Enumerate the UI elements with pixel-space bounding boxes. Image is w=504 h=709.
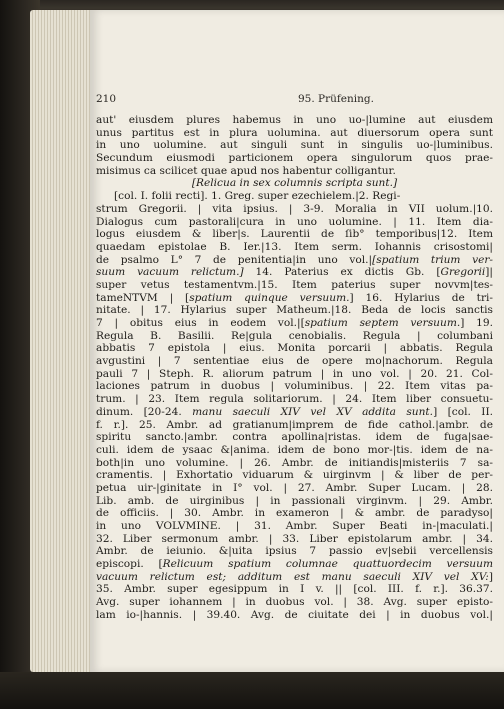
text-line	[96, 342, 493, 355]
text-segment: Avg. super iohannem | in duobus vol. | 38. Avg. super episto-	[96, 596, 493, 609]
text-line	[96, 304, 493, 317]
text-line	[96, 571, 493, 584]
text-line	[96, 380, 493, 393]
text-segment: de psalmo L° 7 de penitentia|in uno vol.|	[96, 253, 373, 266]
text-segment: culi. idem de ysaac &|anima. idem de bono mor-|tis. idem de na-	[96, 443, 493, 456]
text-segment: avgustini | 7 sententiae eius de opere mo|nachorum. Regula	[96, 355, 493, 368]
text-segment: nitate. | 17. Hylarius super Matheum.|18. Beda de locis sanctis	[96, 304, 493, 317]
text-line	[96, 545, 493, 558]
text-line	[96, 241, 493, 254]
text-line	[96, 279, 493, 292]
text-line	[96, 190, 493, 203]
text-line	[96, 152, 493, 165]
text-segment: Ambr. de ieiunio. &|uita ipsius 7 passio ev|sebii vercellensis	[96, 545, 493, 558]
italic-text-segment: Relicuum spatium columnae quattuordecim versuum	[162, 558, 493, 571]
text-segment: spiritu sancto.|ambr. contra apollina|ristas. idem de fuga|sae-	[96, 431, 493, 444]
text-segment: de officiis. | 30. Ambr. in exameron | & ambr. de paradyso|	[96, 507, 493, 520]
italic-text-segment: [Relicua in sex columnis scripta sunt.]	[191, 177, 398, 190]
text-line	[96, 507, 493, 520]
text-segment: trum. | 23. Item regula solitariorum. | 24. Item liber consuetu-	[96, 393, 493, 406]
text-segment: 14. Paterius ex dictis Gb. [	[243, 266, 441, 279]
text-line	[96, 444, 493, 457]
italic-text-segment: Gregorii	[440, 266, 486, 279]
text-line	[96, 330, 493, 343]
text-segment: Dialogus cum pastorali|cura in uno uolumine. | 11. Item dia-	[96, 215, 493, 228]
text-segment: misimus ca scilicet quae apud nos habentur colligantur.	[96, 164, 396, 177]
text-segment: logus eiusdem & liber|s. Laurentii de ſib° temporibus|12. Item	[96, 228, 493, 241]
text-segment: strum Gregorii. | vita ipsius. | 3-9. Moralia in VII uolum.|10.	[96, 202, 493, 215]
text-segment: ] 16. Hylarius de tri-	[349, 291, 493, 304]
running-head	[96, 93, 494, 109]
text-line	[96, 520, 493, 533]
text-line	[96, 317, 493, 330]
text-segment: Secundum eiusmodi particionem opera singulorum quos prae-	[96, 152, 493, 165]
text-line	[96, 368, 493, 381]
text-line	[96, 609, 493, 622]
text-line	[96, 558, 493, 571]
italic-text-segment: spatium quinque versuum.	[189, 291, 350, 304]
text-line	[96, 266, 493, 279]
text-line	[96, 114, 493, 127]
text-line	[96, 216, 493, 229]
body-text	[96, 114, 493, 622]
text-segment: aut' eiusdem plures habemus in uno uo-|lumine aut eiusdem	[96, 114, 493, 126]
text-line	[96, 127, 493, 140]
italic-text-segment: spatium septem versuum.	[304, 317, 461, 329]
text-line	[96, 203, 493, 216]
text-segment: super vetus testamentvm.|15. Item paterius super novvm|tes-	[96, 278, 493, 291]
text-segment: rem	[312, 418, 334, 431]
background-bottom	[0, 672, 504, 709]
text-segment: ]|	[485, 266, 493, 279]
text-segment: ]	[488, 570, 493, 583]
italic-text-segment: manu saeculi XIV vel XV addita sunt.	[192, 405, 434, 418]
text-segment: in uno VOLVMINE. | 31. Ambr. Super Beati in-|maculati.|	[96, 520, 493, 532]
text-segment: de fide cathol.|ambr. de	[333, 418, 493, 431]
page-edges	[30, 10, 92, 672]
text-segment: episcopi. [	[96, 558, 163, 571]
text-segment: 7 | obitus eius in eodem vol.|[	[96, 317, 305, 329]
text-line	[96, 165, 493, 178]
running-title: 95. Prüfening.	[298, 93, 374, 105]
text-line	[96, 139, 493, 152]
text-line	[96, 254, 493, 267]
text-segment: f. r.]. 25. Ambr. ad gratianum|imp	[96, 418, 313, 431]
text-segment: unus partitus est in plura uolumina. aut diuersorum opera sunt	[96, 126, 493, 139]
text-segment: petua uir-|ginitate in I° vol. | 27. Ambr. Super Lucam. | 28.	[96, 481, 493, 494]
text-segment: cramentis. | Exhortatio viduarum & uirginvm | & liber de per-	[96, 469, 493, 482]
text-line	[96, 495, 493, 508]
text-segment: 32. Liber sermonum ambr. | 33. Liber epistolarum ambr. | 34.	[96, 532, 493, 545]
text-line	[96, 393, 493, 406]
text-segment: ] 19.	[460, 317, 493, 329]
text-segment: ] [col. II.	[433, 405, 493, 418]
text-line	[96, 355, 493, 368]
text-segment: both|in uno volumine. | 26. Ambr. de initiandis|misteriis 7 sa-	[96, 456, 493, 469]
text-line	[96, 583, 493, 596]
italic-text-segment: suum vacuum relictum.]	[96, 266, 244, 279]
text-line	[96, 419, 493, 432]
italic-text-segment: vacuum relictum est; additum est manu saeculi XIV vel XV:	[96, 570, 489, 583]
italic-text-segment: [spatium trium ver-	[372, 253, 493, 266]
text-segment: laciones patrum in duobus | voluminibus. | 22. Item vitas pa-	[96, 380, 493, 393]
text-line	[96, 431, 493, 444]
text-segment: tameNTVM | [	[96, 291, 190, 304]
text-segment: quaedam epistolae B. Ier.|13. Item serm. Iohannis crisostomi|	[96, 240, 493, 253]
text-segment: in uno uolumine. aut singuli sunt in singulis uo-|luminibus.	[96, 139, 493, 152]
text-line	[96, 482, 493, 495]
page-number: 210	[96, 93, 117, 105]
text-line	[96, 292, 493, 305]
text-line	[96, 457, 493, 470]
text-line	[96, 177, 493, 190]
text-segment: dinum. [20-24.	[96, 405, 193, 418]
text-segment: 35. Ambr. super egesippum in I v. || [col. III. f. r.]. 36.37.	[96, 583, 493, 596]
text-line	[96, 533, 493, 546]
text-segment: lam io-|hannis. | 39.40. Avg. de ciuitate dei | in duobus vol.|	[96, 608, 493, 621]
text-segment: [col. I. folii recti]. 1. Greg. super ezechielem.|2. Regi-	[114, 190, 401, 203]
text-segment: pauli 7 | Steph. R. aliorum patrum | in uno vol. | 20. 21. Col-	[96, 367, 493, 380]
text-segment: abbatis 7 epistola | eius. Monita porcarii | abbatis. Regula	[96, 342, 493, 355]
text-segment: Lib. amb. de uirginibus | in passionali virginvm. | 29. Ambr.	[96, 494, 493, 507]
text-line	[96, 596, 493, 609]
text-segment: Regula B. Basilii. Re|gula cenobialis. Regula | columbani	[96, 329, 493, 342]
text-line	[96, 228, 493, 241]
text-line	[96, 406, 493, 419]
text-line	[96, 469, 493, 482]
